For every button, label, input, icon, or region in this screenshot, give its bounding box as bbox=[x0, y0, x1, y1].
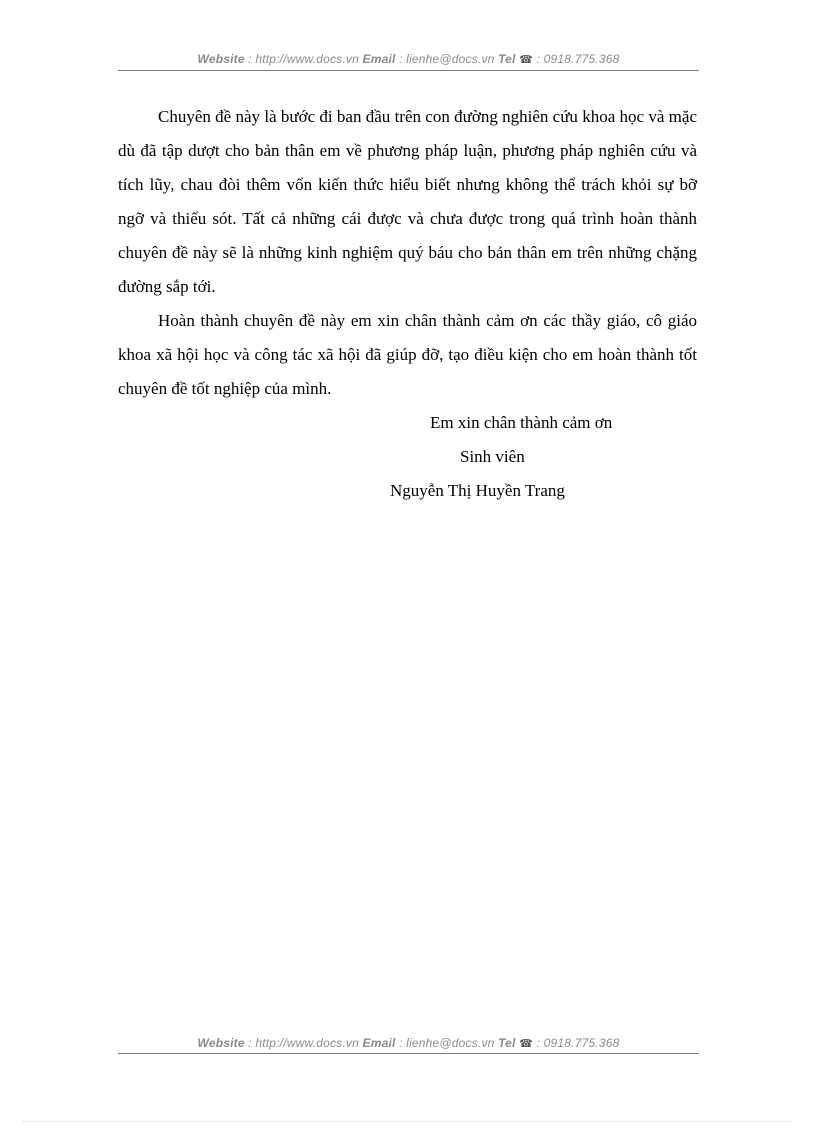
signature-thanks: Em xin chân thành cảm ơn bbox=[430, 413, 613, 432]
header-website-link[interactable]: : http://www.docs.vn bbox=[248, 52, 359, 66]
page-edge-divider bbox=[22, 1121, 794, 1122]
paragraph-1: Chuyên đề này là bước đi ban đầu trên con đường nghiên cứu khoa học và mặc dù đã tập dượt cho bản thân em về phương pháp luận, phương pháp nghiên cứu và tích lũy, chau đòi thêm vốn kiến thức hiểu biết nhưng không thể trách khỏi sự bỡ ngỡ và thiếu sót. Tất cả những cái được và chưa được trong quá trình hoàn thành chuyên đề này sẽ là những kinh nghiệm quý báu cho bản thân em trên những chặng đường sắp tới. bbox=[118, 107, 697, 296]
header-website-label: Website bbox=[197, 52, 245, 66]
footer-email-label: Email bbox=[362, 1036, 396, 1050]
header-email-label: Email bbox=[362, 52, 396, 66]
phone-icon: ☎ bbox=[519, 1038, 534, 1050]
paragraph-2: Hoàn thành chuyên đề này em xin chân thành cảm ơn các thầy giáo, cô giáo khoa xã hội học và công tác xã hội đã giúp đỡ, tạo điều kiện cho em hoàn thành tốt chuyên đề tốt nghiệp của mình. bbox=[118, 311, 697, 398]
footer-website-label: Website bbox=[197, 1036, 245, 1050]
footer-divider bbox=[118, 1053, 699, 1054]
signature-role: Sinh viên bbox=[460, 447, 525, 466]
header-email-link[interactable]: : lienhe@docs.vn bbox=[399, 52, 495, 66]
footer-email-link[interactable]: : lienhe@docs.vn bbox=[399, 1036, 495, 1050]
page-header bbox=[118, 52, 699, 66]
header-tel-value: : 0918.775.368 bbox=[536, 52, 620, 66]
page-footer bbox=[118, 1036, 699, 1050]
signature-block bbox=[370, 406, 650, 508]
document-body bbox=[118, 100, 697, 406]
footer-website-link[interactable]: : http://www.docs.vn bbox=[248, 1036, 359, 1050]
footer-tel-label: Tel bbox=[498, 1036, 516, 1050]
phone-icon: ☎ bbox=[519, 54, 534, 66]
signature-name: Nguyễn Thị Huyền Trang bbox=[390, 481, 565, 500]
header-tel-label: Tel bbox=[498, 52, 516, 66]
footer-tel-value: : 0918.775.368 bbox=[536, 1036, 620, 1050]
header-divider bbox=[118, 70, 699, 71]
